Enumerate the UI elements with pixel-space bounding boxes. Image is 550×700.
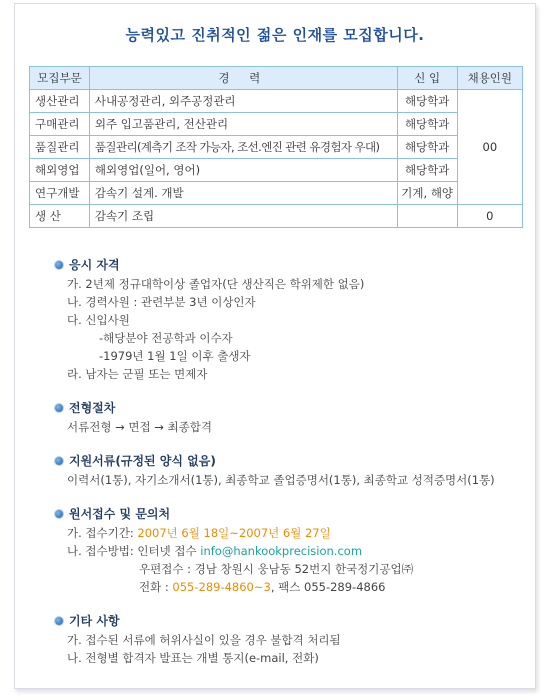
- cell-description: 사내공정관리, 외주공정관리: [89, 90, 397, 113]
- cell-description: 감속기 설계. 개발: [89, 182, 397, 205]
- bullet-icon: [55, 404, 63, 412]
- section-line: 나. 전형별 합격자 발표는 개별 통지(e-mail, 전화): [67, 651, 319, 665]
- section-title: 원서접수 및 문의처: [69, 507, 171, 521]
- page-title: 능력있고 진취적인 젊은 인재를 모집합니다.: [125, 26, 425, 44]
- section-line: -해당분야 전공학과 이수자: [99, 331, 233, 345]
- section-documents: [55, 452, 525, 489]
- email-link[interactable]: info@hankookprecision.com: [200, 544, 363, 558]
- section-qualifications: [55, 256, 525, 383]
- header-experience: 경 력: [89, 67, 397, 90]
- cell-qualification: 해당학과: [397, 90, 457, 113]
- bullet-icon: [55, 457, 63, 465]
- cell-qualification: 해당학과: [397, 136, 457, 159]
- application-period: 가. 접수기간: 2007년 6월 18일~2007년 6월 27일: [67, 526, 331, 540]
- mail-address: 우편접수 : 경남 창원시 웅남동 52번지 한국정기공업㈜: [139, 562, 414, 576]
- table-row: [30, 182, 523, 205]
- cell-description: 감속기 조립: [89, 205, 397, 228]
- section-title: 기타 사항: [69, 614, 120, 628]
- table-row: [30, 113, 523, 136]
- recruitment-card: [14, 3, 536, 689]
- section-line: 나. 경력사원 : 관련부분 3년 이상인자: [67, 295, 256, 309]
- section-process: [55, 399, 525, 436]
- cell-qualification: 기계, 해양: [397, 182, 457, 205]
- bullet-icon: [55, 510, 63, 518]
- table-row: [30, 136, 523, 159]
- cell-headcount-merged: 00: [457, 90, 522, 205]
- section-line: 서류전형 → 면접 → 최종합격: [67, 420, 212, 434]
- section-line: 다. 신입사원: [67, 313, 130, 327]
- cell-department: 연구개발: [30, 182, 90, 205]
- header-new-graduate: 신 입: [397, 67, 457, 90]
- table-row: [30, 205, 523, 228]
- cell-description: 해외영업(일어, 영어): [89, 159, 397, 182]
- cell-department: 구매관리: [30, 113, 90, 136]
- cell-department: 생 산: [30, 205, 90, 228]
- header-department: 모집부문: [30, 67, 90, 90]
- section-title: 응시 자격: [69, 258, 120, 272]
- section-title: 전형절차: [69, 401, 116, 415]
- cell-qualification: [397, 205, 457, 228]
- bullet-icon: [55, 261, 63, 269]
- table-header-row: [30, 67, 523, 90]
- section-other: [55, 612, 525, 667]
- application-period-value: 2007년 6월 18일~2007년 6월 27일: [137, 526, 331, 540]
- table-row: [30, 159, 523, 182]
- section-line: 가. 접수된 서류에 허위사실이 있을 경우 불합격 처리됨: [67, 633, 341, 647]
- section-line: -1979년 1월 1일 이후 출생자: [99, 349, 251, 363]
- info-sections: [55, 256, 525, 683]
- section-application: [55, 505, 525, 596]
- cell-department: 품질관리: [30, 136, 90, 159]
- phone-number: 055-289-4860~3: [172, 580, 271, 594]
- cell-description: 외주 입고품관리, 전산관리: [89, 113, 397, 136]
- section-line: 이력서(1통), 자기소개서(1통), 최종학교 졸업증명서(1통), 최종학교 성적증명서(1통): [67, 473, 495, 487]
- cell-description: 품질관리(계측기 조작 가능자, 조선.엔진 관련 유경험자 우대): [89, 136, 397, 159]
- header-headcount: 채용인원: [457, 67, 522, 90]
- application-method: 나. 접수방법: 인터넷 접수 info@hankookprecision.com: [67, 544, 363, 558]
- table-row: [30, 90, 523, 113]
- cell-department: 해외영업: [30, 159, 90, 182]
- bullet-icon: [55, 617, 63, 625]
- cell-qualification: 해당학과: [397, 159, 457, 182]
- cell-headcount: 0: [457, 205, 522, 228]
- section-line: 라. 남자는 군필 또는 면제자: [67, 367, 208, 381]
- section-line: 가. 2년제 정규대학이상 졸업자(단 생산직은 학위제한 없음): [67, 277, 365, 291]
- cell-department: 생산관리: [30, 90, 90, 113]
- cell-qualification: 해당학과: [397, 113, 457, 136]
- contact-phone: 전화 : 055-289-4860~3, 팩스 055-289-4866: [139, 580, 386, 594]
- section-title: 지원서류(규정된 양식 없음): [69, 454, 216, 468]
- recruitment-table: [29, 66, 523, 228]
